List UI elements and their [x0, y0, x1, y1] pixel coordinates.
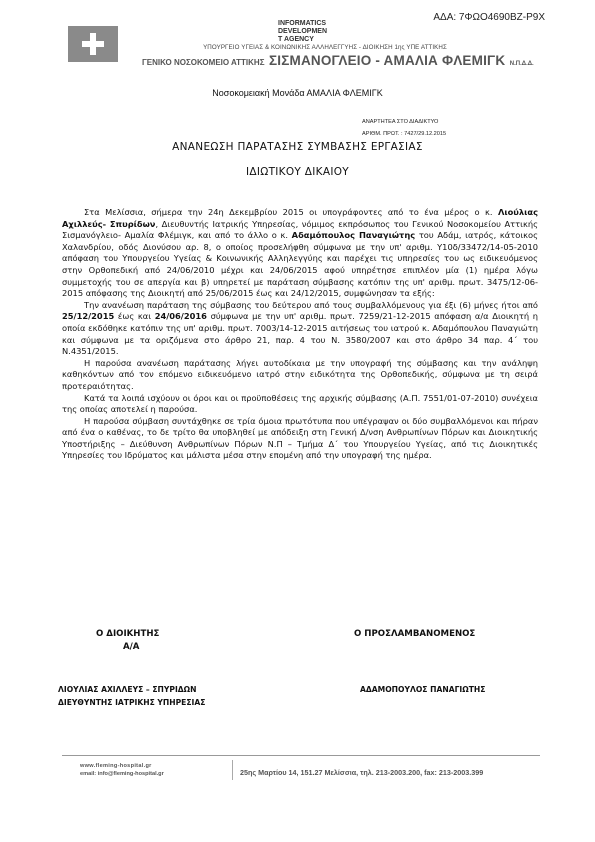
contract-body — [62, 207, 538, 462]
director-signature-name: ΛΙΟΥΛΙΑΣ ΑΧΙΛΛΕΥΣ – ΣΠΥΡΙΔΩΝ — [58, 685, 197, 694]
hospital-main: ΣΙΣΜΑΝΟΓΛΕΙΟ - ΑΜΑΛΙΑ ΦΛΕΜΙΓΚ — [268, 53, 506, 68]
paragraph-expiry: Η παρούσα ανανέωση παράτασης λήγει αυτοδίκαια με την υπογραφή της σύμβασης και την ανάληψη καθηκόντων από τον επόμενο ειδικευόμενο ιατρό στην ειδικότητα της Ορθοπεδικής, σύμφωνα με τη σειρά προτεραιότητας. — [62, 357, 538, 391]
footer-vertical-divider — [232, 760, 233, 780]
employee-signature-title: Ο ΠΡΟΣΛΑΜΒΑΝΟΜΕΝΟΣ — [354, 629, 476, 639]
footer-email: email: info@fleming-hospital.gr — [80, 771, 164, 777]
director-signature-title: Ο ΔΙΟΙΚΗΤΗΣ — [96, 629, 160, 639]
informatics-agency-note: INFORMATICS DEVELOPMEN T AGENCY — [278, 20, 328, 43]
unit-name: Νοσοκομειακή Μονάδα ΑΜΑΛΙΑ ΦΛΕΜΙΓΚ — [212, 88, 383, 98]
paragraph-copies: Η παρούσα σύμβαση συντάχθηκε σε τρία όμοια πρωτότυπα που υπέγραψαν οι δύο συμβαλλόμενοι και πήραν από ένα ο καθένας, το δε τρίτο θα υποβληθεί με απόδειξη στη Γενική Δ/νση Ανθρωπίνων Πόρων και Διοικητικής Υποστήριξης – Διεύθυνση Ανθρωπίνων Πόρων Ν.Π – Τμήμα Δ΄ του Υπουργείου Υγείας, από τις Διοικητικές Υπηρεσίες του Ιδρύματος και μάλιστα μέσα στην επομένη από την υπογραφή της ημέρα. — [62, 415, 538, 461]
footer-address: 25ης Μαρτίου 14, 151.27 Μελίσσια, τηλ. 213-2003.200, fax: 213-2003.399 — [240, 768, 484, 777]
footer-divider-line — [62, 755, 540, 756]
paragraph-renewal: Την ανανέωση παράταση της σύμβασης του δεύτερου από τους συμβαλλόμενους για έξι (6) μήνες ήτοι από 25/12/2015 έως και 24/06/2016 σύμφωνα με την υπ' αριθμ. πρωτ. 7259/21-12-2015 απόφαση α/α Διοικητή η οποία εκδόθηκε κατόπιν της υπ' αριθμ. πρωτ. 7003/14-12-2015 αιτήσεως του ιατρού κ. Αδαμόπουλου Παναγιώτη και σύμφωνα με τα οριζόμενα στο άρθρο 21, παρ. 4 του Ν. 3580/2007 και στο άρθρο 34 παρ. 4΄ του Ν.4351/2015. — [62, 299, 538, 357]
post-note — [362, 116, 446, 140]
start-date: 25/12/2015 — [62, 311, 115, 322]
director-name: Λιούλιας Αχιλλεύς- Σπυρίδων — [62, 207, 538, 229]
employee-signature-name: ΑΔΑΜΟΠΟΥΛΟΣ ΠΑΝΑΓΙΩΤΗΣ — [360, 685, 486, 694]
employee-name: Αδαμόπουλος Παναγιώτης — [291, 230, 416, 241]
protocol-number: ΑΡΙΘΜ. ΠΡΩΤ. : 7427/29.12.2015 — [362, 131, 447, 137]
post-online-label: ΑΝΑΡΤΗΤΕΑ ΣΤΟ ΔΙΑΔΙΚΤΥΟ — [362, 119, 439, 125]
hospital-name — [142, 52, 534, 70]
footer-website: www.fleming-hospital.gr — [80, 763, 152, 769]
document-subtitle: ΙΔΙΩΤΙΚΟΥ ΔΙΚΑΙΟΥ — [245, 166, 350, 178]
hospital-logo-icon — [62, 24, 124, 64]
hospital-prefix: ΓΕΝΙΚΟ ΝΟΣΟΚΟΜΕΙΟ ΑΤΤΙΚΗΣ — [142, 58, 265, 67]
end-date: 24/06/2016 — [154, 311, 207, 322]
ministry-line: ΥΠΟΥΡΓΕΙΟ ΥΓΕΙΑΣ & ΚΟΙΝΩΝΙΚΗΣ ΑΛΛΗΛΕΓΓΥΗΣ - ΔΙΟΙΚΗΣΗ 1ης ΥΠΕ ΑΤΤΙΚΗΣ — [203, 44, 447, 51]
director-signature-sub: Α/Α — [123, 642, 140, 652]
paragraph-parties: Στα Μελίσσια, σήμερα την 24η Δεκεμβρίου 2015 οι υπογράφοντες από το ένα μέρος ο κ. Λιούλιας Αχιλλεύς- Σπυρίδων, Διευθυντής Ιατρικής Υπηρεσίας, νόμιμος εκπρόσωπος του Γενικού Νοσοκομείου Αττικής Σισμανόγλειο- Αμαλία Φλέμιγκ, και από το άλλο ο κ. Αδαμόπουλος Παναγιώτης του Αδάμ, ιατρός, κάτοικος Χαλανδρίου, οδός Διονύσου αρ. 8, ο οποίος προσελήφθη σύμφωνα με την υπ' αριθμ. Υ10δ/33472/14-05-2010 απόφαση του Υπουργείου Υγείας & Κοινωνικής Αλληλεγγύης και παρέχει τις υπηρεσίες του ως ειδικευόμενος στην Ορθοπεδική από 24/06/2010 μέχρι και 24/06/2015 αφού υπηρέτησε επιπλέον μία (1) ημέρα λόγω συμμετοχής του σε απεργία και β) υπηρετεί με παράταση σύμβασης κατόπιν της υπ' αριθμ. πρωτ. 3475/12-06-2015 απόφασης της Διοικητή από 25/06/2015 έως και 24/12/2015, συμφώνησαν τα εξής: — [62, 207, 538, 299]
director-signature-role: ΔΙΕΥΘΥΝΤΗΣ ΙΑΤΡΙΚΗΣ ΥΠΗΡΕΣΙΑΣ — [58, 698, 206, 707]
paragraph-terms: Κατά τα λοιπά ισχύουν οι όροι και οι προϋποθέσεις της αρχικής σύμβασης (Α.Π. 7551/01-07-2010) συνέχεια της οποίας αποτελεί η παρούσα. — [62, 392, 538, 415]
hospital-suffix: Ν.Π.Δ.Δ. — [509, 61, 534, 67]
ada-code: ΑΔΑ: 7ΦΩΟ4690ΒΖ-Ρ9Χ — [433, 12, 545, 23]
document-title: ΑΝΑΝΕΩΣΗ ΠΑΡΑΤΑΣΗΣ ΣΥΜΒΑΣΗΣ ΕΡΓΑΣΙΑΣ — [172, 141, 423, 153]
